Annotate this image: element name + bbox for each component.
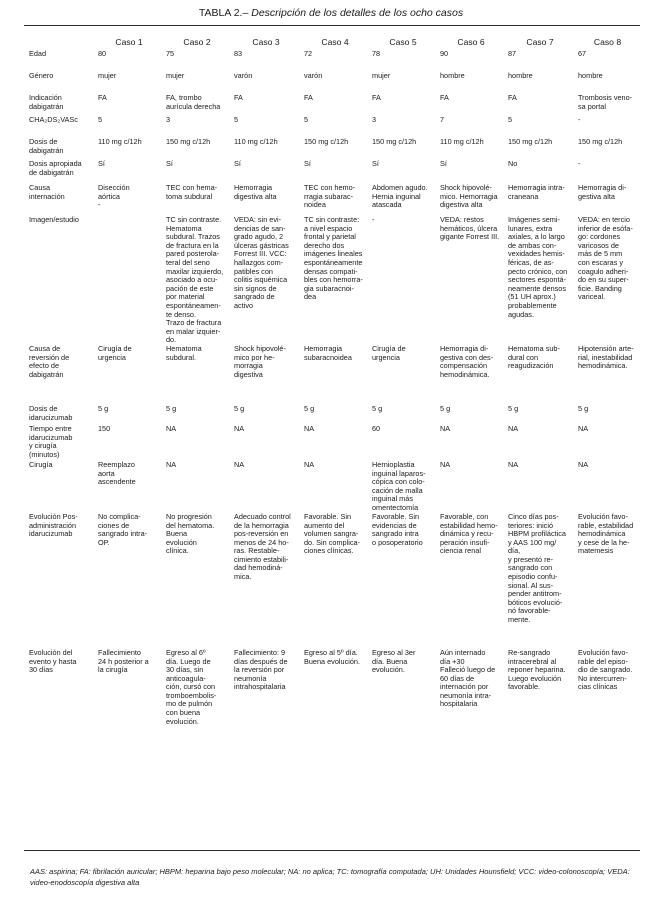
table-cell: 5 (234, 116, 239, 124)
table-cell: 3 (372, 116, 377, 124)
table-cell: 5 (98, 116, 103, 124)
table-cell: NA (440, 460, 451, 469)
table-cell: Favorable. Sin evidencias de sangrado intra o posoperatorio (372, 512, 423, 547)
table-cell: Evolución favo- rable, estabilidad hemodinámica y cese de la he- matemesis (578, 512, 634, 556)
table-cell: Imágenes semi- lunares, extra axiales, a lo largo de ambas con- vexidades hemis- féricas, de as- pecto crónico, con sectores espontá- neamente densos (51 UH aprox.) probablemente agudas. (508, 216, 568, 319)
table-cell: NA (440, 424, 451, 433)
table-cell: Fallecimiento: 9 días después de la reversión por neumonía intrahospitalaria (234, 648, 288, 692)
table-row (24, 649, 640, 753)
table-cell: 80 (98, 50, 107, 58)
table-cell: Hemorragia di- gestiva alta (578, 184, 627, 201)
table-cell: VEDA: en tercio inferior de esófa- go: cordones varicosos de más de 5 mm con escaras y coagulo adheri- do en su super- ficie. Banding variceal. (578, 216, 633, 302)
row-label: Género (29, 72, 54, 80)
table-cell: 5 g (372, 404, 383, 413)
table-cell: Egreso al 3er día. Buena evolución. (372, 648, 416, 675)
row-label: Indicación dabigatrán (29, 94, 64, 111)
row-label: Dosis de idarucizumab (29, 404, 73, 422)
column-header: Caso 3 (252, 36, 280, 47)
table-cell: 5 (508, 116, 513, 124)
table-title (0, 7, 662, 19)
table-cell: Hematoma subdural. (166, 344, 202, 362)
table-cell: Sí (372, 160, 379, 168)
table-cell: Re-sangrado intracerebral al reponer heparina. Luego evolución favorable. (508, 648, 566, 692)
table-cell: 110 mg c/12h (234, 138, 278, 146)
table-cell: FA, trombo aurícula derecha (166, 94, 221, 111)
table-row (24, 50, 640, 72)
table-cell: 78 (372, 50, 381, 58)
table-row (24, 405, 640, 425)
column-header: Caso 8 (593, 36, 622, 47)
header-row (24, 33, 640, 50)
table-cell: NA (304, 460, 315, 469)
table-cell: varón (234, 72, 253, 80)
table-cell: 83 (234, 50, 243, 58)
row-label: Edad (29, 50, 47, 58)
table-cell: 75 (166, 50, 175, 58)
table-cell: NA (578, 460, 589, 469)
table-cell: 5 g (304, 404, 315, 413)
table-cell: Hematoma sub- dural con reagudización (508, 344, 560, 371)
table-row (24, 138, 640, 160)
table-cell: 5 g (440, 404, 451, 413)
table-cell: Cirugía de urgencia (98, 344, 132, 362)
table-cell: hombre (578, 72, 603, 80)
column-header (24, 33, 95, 50)
row-label: Evolución del evento y hasta 30 días (29, 648, 77, 675)
table-cell: Sí (440, 160, 447, 168)
table-cell: TEC con hema- toma subdural (166, 184, 218, 201)
table-cell: Egreso al 6º día. Luego de 30 días, sin anticoagula- ción, cursó con tromboembolis- mo de pulmón con buena evolución. (166, 648, 217, 726)
table-cell: Favorable. Sin aumento del volumen sangra- do. Sin complica- ciones clínicas. (304, 512, 360, 556)
table-row (24, 461, 640, 513)
table-cell: NA (166, 460, 177, 469)
table-cell: Sí (98, 160, 105, 168)
table-cell: hombre (440, 72, 465, 80)
table-cell: Adecuado control de la hemorragia pos-reversión en menos de 24 ho- ras. Restable- cimiento estabili- dad hemodiná- mica. (234, 512, 291, 582)
cases-table (24, 33, 640, 753)
table-cell: 5 (304, 116, 309, 124)
table-cell: Sí (166, 160, 173, 168)
table-cell: No progresión del hematoma. Buena evolución clínica. (166, 512, 215, 556)
table-cell: 110 mg c/12h (98, 138, 142, 146)
table-cell: VEDA: sin evi- dencias de san- grado agudo, 2 úlceras gástricas Forrest III. VCC: hallazgos com- patibles con colitis isquémica sin signos de sangrado de activo (234, 216, 289, 310)
table-cell: No complica- ciones de sangrado intra- OP. (98, 512, 148, 547)
top-rule (24, 25, 640, 26)
table-cell: Shock hipovolé- mico por he- morragia digestiva (234, 344, 286, 379)
table-cell: FA (304, 94, 313, 102)
table-cell: Shock hipovolé- mico. Hemorragia digestiva alta (440, 184, 498, 210)
table-cell: Hernioplastia inguinal laparos- cópica con colo- cación de malla inguinal más omentectomía (372, 460, 426, 512)
table-cell: Cinco días pos- teriores: inició HBPM profiláctica y AAS 100 mg/ día, y presentó re- sangrado con episodio confu- sional. Al sus- pender antitrom- bóticos evolució- nó favorable- mente. (508, 512, 566, 625)
table-cell: 90 (440, 50, 449, 58)
table-cell: - (578, 116, 581, 124)
table-cell: varón (304, 72, 323, 80)
table-cell: Cirugía de urgencia (372, 344, 406, 362)
column-header: Caso 5 (389, 36, 417, 47)
table-cell: Disección aórtica - (98, 184, 130, 210)
row-label: Cirugía (29, 460, 53, 469)
table-cell: 3 (166, 116, 171, 124)
row-label: Dosis apropiada de dabigatrán (29, 160, 82, 177)
table-cell: Aún internado día +30 Falleció luego de 60 días de internación por neumonía intra- hospitalaria (440, 648, 496, 709)
table-cell: Fallecimiento 24 h posterior a la cirugía (98, 648, 149, 675)
table-cell: 67 (578, 50, 587, 58)
table-cell: NA (508, 424, 519, 433)
table-cell: 5 g (166, 404, 177, 413)
table-cell: 150 (98, 424, 111, 433)
row-label: Imagen/estudio (29, 216, 79, 224)
table-cell: FA (98, 94, 107, 102)
table-cell: 110 mg c/12h (440, 138, 484, 146)
table-cell: - (578, 160, 581, 168)
table-cell: 5 g (98, 404, 109, 413)
column-header: Caso 7 (526, 36, 554, 47)
table-cell: TEC con hemo- rragia subarac- noidea (304, 184, 356, 210)
row-label: CHA₂DS₂VASc (29, 116, 78, 124)
table-title-prefix: TABLA 2.– (198, 7, 249, 19)
column-header: Caso 6 (457, 36, 485, 47)
table-cell: 5 g (578, 404, 589, 413)
row-label: Dosis de dabigatrán (29, 138, 64, 155)
table-cell: 5 g (508, 404, 519, 413)
table-cell: Reemplazo aorta ascendente (98, 460, 136, 487)
table-row (24, 94, 640, 116)
table-cell: Evolución favo- rable del episo- dio de sangrado. No intercurren- cias clínicas (578, 648, 633, 692)
table-cell: FA (440, 94, 449, 102)
table-cell: 87 (508, 50, 517, 58)
table-cell: Abdomen agudo. Hernia inguinal atascada (372, 184, 428, 210)
row-label: Tiempo entre idarucizumab y cirugía (minutos) (29, 424, 73, 459)
table-row (24, 160, 640, 184)
table-cell: 7 (440, 116, 445, 124)
table-cell: 5 g (234, 404, 245, 413)
table-cell: Favorable, con estabilidad hemo- dinámica y recu- peración insufi- ciencia renal (440, 512, 498, 556)
table-cell: Egreso al 5º día. Buena evolución. (304, 648, 360, 666)
table-row (24, 425, 640, 461)
table-cell: - (372, 216, 375, 224)
table-cell: Hemorragia di- gestiva con des- compensación hemodinámica. (440, 344, 494, 379)
table-footnote: AAS: aspirina; FA: fibrilación auricular; HBPM: heparina bajo peso molecular; NA: no aplica; TC: tomografía computada; UH: Unidades Hounsfield; VCC: video-colonoscopía; VEDA: video-enodoscopía digestiva alta (30, 867, 630, 887)
table-cell (95, 216, 163, 345)
table-row (24, 184, 640, 216)
table-cell: Hemorragia digestiva alta (234, 184, 277, 201)
table-cell: Hipotensión arte- rial, inestabilidad hemodinámica. (578, 344, 634, 371)
table-cell: 150 mg c/12h (304, 138, 349, 146)
table-cell: Hemorragia intra- craneana (508, 184, 565, 201)
table-cell: FA (508, 94, 517, 102)
table-cell: TC sin contraste. Hematoma subdural. Trazos de fractura en la pared posterola- teral del seno maxilar izquierdo, asociado a ocu- pación de este por material espontáneamen- te denso. Trazo de fractura en malar izquier- do. (166, 216, 224, 345)
table-cell: Hemorragia subaracnoidea (304, 344, 352, 362)
row-label: Causa internación (29, 184, 65, 201)
table-cell: NA (234, 424, 245, 433)
table-cell: NA (508, 460, 519, 469)
table-cell: 150 mg c/12h (372, 138, 417, 146)
table-cell: mujer (166, 72, 185, 80)
table-row (24, 72, 640, 94)
table-cell: Sí (234, 160, 241, 168)
table-title-text: Descripción de los detalles de los ocho casos (251, 7, 464, 19)
table-row (24, 513, 640, 649)
column-header: Caso 4 (321, 36, 349, 47)
table-cell: 150 mg c/12h (166, 138, 211, 146)
row-label: Evolución Pos- administración idarucizumab (29, 512, 78, 539)
table-cell: FA (372, 94, 381, 102)
table-cell: NA (234, 460, 245, 469)
table-row (24, 216, 640, 345)
table-cell: Sí (304, 160, 311, 168)
table-cell: NA (578, 424, 589, 433)
table-cell: NA (166, 424, 177, 433)
table-row (24, 345, 640, 405)
table-row (24, 116, 640, 138)
table-cell: 60 (372, 424, 381, 433)
table-cell: 72 (304, 50, 313, 58)
column-header: Caso 2 (183, 36, 211, 47)
row-label: Causa de reversión de efecto de dabigatrán (29, 344, 70, 379)
bottom-rule (24, 850, 640, 851)
table-cell: TC sin contraste: a nivel espacio frontal y parietal derecho dos imágenes lineales espontáneamente densas compati- bles con hemorra- gia subaracnoi- dea (304, 216, 363, 302)
table-cell: VEDA: restos hemáticos, úlcera gigante Forrest III. (440, 216, 500, 242)
table-cell: FA (234, 94, 243, 102)
table-cell: 150 mg c/12h (508, 138, 553, 146)
column-header: Caso 1 (115, 36, 143, 47)
table-cell: mujer (372, 72, 391, 80)
table-cell: mujer (98, 72, 117, 80)
table-cell: 150 mg c/12h (578, 138, 623, 146)
table-cell: hombre (508, 72, 533, 80)
table-cell: NA (304, 424, 315, 433)
table-cell: No (508, 160, 518, 168)
table-cell: Trombosis veno- sa portal (578, 94, 633, 111)
